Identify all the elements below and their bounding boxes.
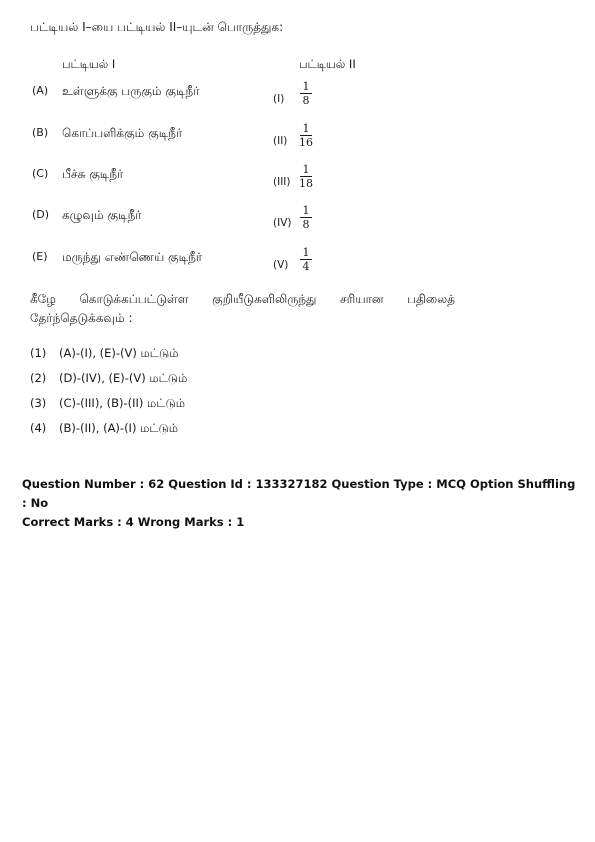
question-metadata [22,475,582,532]
option-text: (C)-(III), (B)-(II) மட்டும் [59,396,185,410]
list-i-letter: (E) [32,250,48,263]
list-row [30,122,350,168]
list-i-text: பீச்சு குடிநீர் [62,167,124,181]
fraction-denominator: 4 [302,260,310,273]
list-ii-fraction [298,246,314,273]
fraction-denominator: 8 [302,94,310,107]
list-ii-header: பட்டியல் II [299,57,356,71]
fraction-numerator: 1 [302,246,310,259]
option-text: (A)-(I), (E)-(V) மட்டும் [59,346,179,360]
fraction-denominator: 8 [302,218,310,231]
metadata-line-2: Correct Marks : 4 Wrong Marks : 1 [22,515,245,529]
list-i-text: உள்ளுக்கு பருகும் குடிநீர் [62,84,200,98]
fraction-numerator: 1 [302,122,310,135]
list-i-letter: (B) [32,126,49,139]
option-number: (3) [30,396,47,410]
list-ii-roman: (IV) [273,217,292,229]
list-ii-fraction [298,80,314,107]
fraction-denominator: 18 [299,177,313,190]
list-row [30,80,350,126]
option-number: (2) [30,371,47,385]
fraction-numerator: 1 [302,204,310,217]
list-ii-roman: (II) [273,135,288,147]
fraction-denominator: 16 [299,136,313,149]
list-ii-fraction [298,204,314,231]
list-i-letter: (D) [32,208,50,221]
list-row [30,163,350,209]
list-i-text: மருந்து எண்ணெய் குடிநீர் [62,250,203,264]
list-i-letter: (C) [32,167,49,180]
option-text: (D)-(IV), (E)-(V) மட்டும் [59,371,188,385]
list-ii-fraction [298,122,314,149]
list-i-letter: (A) [32,84,49,97]
list-i-text: கொப்பளிக்கும் குடிநீர் [62,126,183,140]
answer-prompt: கீழே கொடுக்கப்பட்டுள்ள குறியீடுகளிலிருந்து சரியான பதிலைத் தேர்ந்தெடுக்கவும் : [30,292,455,325]
list-row [30,204,350,250]
list-i-header: பட்டியல் I [62,57,116,71]
fraction-numerator: 1 [302,163,310,176]
fraction-numerator: 1 [302,80,310,93]
option-text: (B)-(II), (A)-(I) மட்டும் [59,421,179,435]
list-ii-roman: (I) [273,93,285,105]
option-number: (4) [30,421,47,435]
list-ii-roman: (III) [273,176,291,188]
question-instruction: பட்டியல் I–யை பட்டியல் II–யுடன் பொருத்துக: [30,20,284,34]
metadata-line-1: Question Number : 62 Question Id : 133327182 Question Type : MCQ Option Shuffling : No [22,477,576,510]
list-ii-fraction [298,163,314,190]
list-row [30,246,350,292]
list-ii-roman: (V) [273,259,289,271]
list-i-text: கழுவும் குடிநீர் [62,208,142,222]
option-number: (1) [30,346,47,360]
